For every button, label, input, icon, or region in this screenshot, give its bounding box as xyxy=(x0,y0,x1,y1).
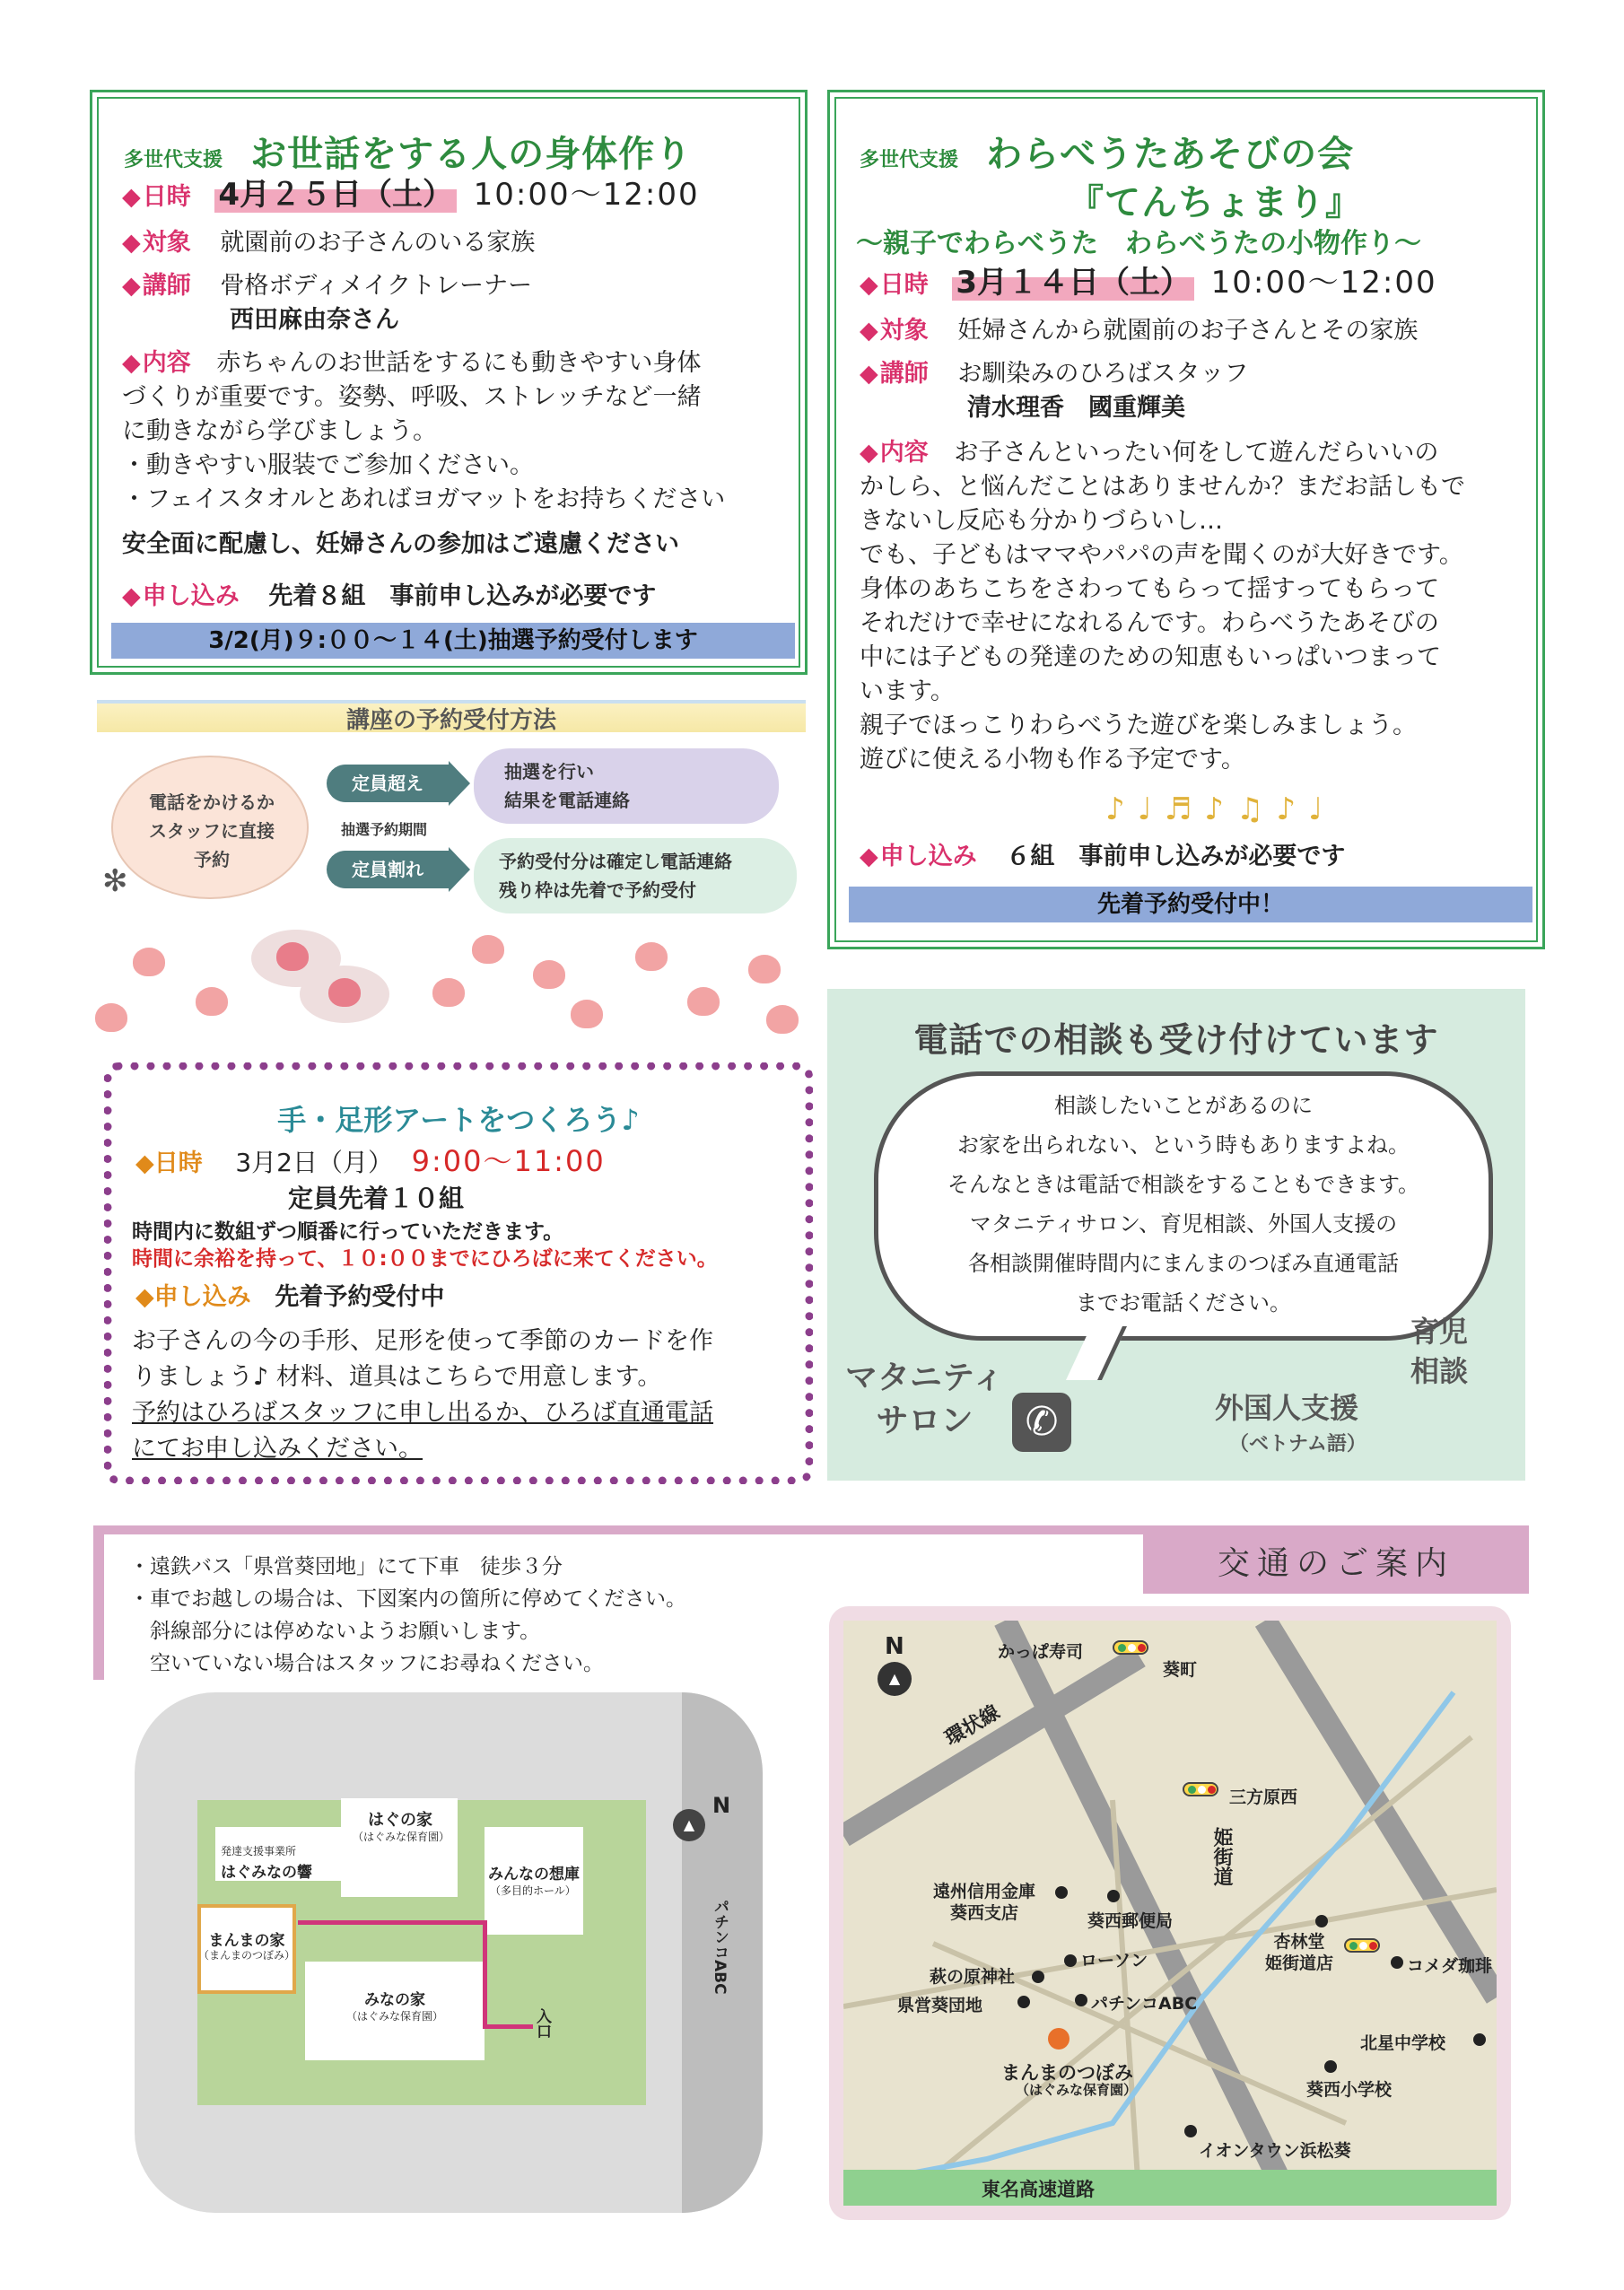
label-foreign-support: 外国人支援 xyxy=(1215,1391,1359,1425)
event2-target-row: ◆ 対象 妊婦さんから就園前のお子さんとその家族 xyxy=(860,314,1418,348)
minano-house: みなの家 xyxy=(364,1991,425,2009)
pachinko-label: パチンコABC xyxy=(711,1899,729,1995)
north-arrow-icon: ▲ xyxy=(673,1809,705,1841)
area-map-frame xyxy=(829,1606,1511,2220)
flower-icon: ✻ xyxy=(102,863,128,899)
hagu-house: はぐの家 xyxy=(368,1811,432,1830)
access-text: ・遠鉄バス「県営葵団地」にて下車 徒歩３分 ・車でお越しの場合は、下図案内の箇所に停めてください。 斜線部分には停めないようお願いします。 空いていない場合はスタッフにお尋ねください。 xyxy=(129,1555,686,1675)
event1-tag: 多世代支援 xyxy=(124,149,223,171)
flower-petal xyxy=(472,935,504,964)
aoi-label: 葵町 xyxy=(1163,1660,1198,1680)
map-dot xyxy=(1064,1954,1077,1967)
north-label: N xyxy=(885,1633,904,1660)
event3-description: お子さんの今の手形、足形を使って季節のカードを作 りましょう♪ 材料、道具はこちらで用意します。 予約はひろばスタッフに申し出るか、ひろば直通電話 にてお申し込みください。 xyxy=(132,1327,713,1463)
shinkin-label: 遠州信用金庫 葵西支店 xyxy=(933,1882,1036,1923)
traffic-signal-icon xyxy=(1113,1640,1148,1655)
event2-title2: 『てんちょまり』 xyxy=(1068,182,1362,223)
kyorindo-label: 杏林堂 姫街道店 xyxy=(1265,1932,1334,1973)
aeon-label: イオンタウン浜松葵 xyxy=(1199,2141,1351,2161)
reservation-circle: 電話をかけるか スタッフに直接 予約 xyxy=(111,756,309,899)
event3-capacity: 定員先着１０組 xyxy=(288,1184,465,1213)
event2-title: わらべうたあそびの会 xyxy=(986,134,1355,175)
map-dot xyxy=(1315,1915,1328,1927)
map-dot xyxy=(1107,1890,1120,1902)
map-dot xyxy=(1017,1996,1030,2008)
office: はぐみなの響 xyxy=(221,1864,312,1882)
event2-time: 10:00～12:00 xyxy=(1210,265,1437,301)
mikatahara-label: 三方原西 xyxy=(1229,1787,1298,1807)
event1-safety-note: 安全面に配慮し、妊婦さんの参加はご遠慮ください xyxy=(122,530,679,558)
flower-petal xyxy=(766,1005,799,1034)
north-arrow-icon: ▲ xyxy=(877,1662,912,1696)
map-dot xyxy=(1184,2125,1197,2137)
event1-title: お世話をする人の身体作り xyxy=(250,134,693,175)
event3-note1: 時間内に数組ずつ順番に行っていただきます。 xyxy=(132,1220,564,1244)
event1-date: 4月２５日（土） xyxy=(214,177,457,213)
kenei-label: 県営葵団地 xyxy=(897,1996,983,2015)
label-maternity-salon: マタニティ サロン xyxy=(845,1359,1005,1439)
manma-house-sub: （まんまのつぼみ） xyxy=(197,1949,295,1962)
event2-lecturer-row: ◆ 講師 お馴染みのひろばスタッフ xyxy=(860,357,1248,391)
post-label: 葵西郵便局 xyxy=(1087,1911,1174,1931)
lawson-label: ローソン xyxy=(1080,1951,1148,1971)
event1-lecturer-name: 西田麻由奈さん xyxy=(230,306,399,334)
map-dot xyxy=(1391,1956,1403,1969)
event2-date: 3月１４日（土） xyxy=(952,265,1194,301)
reservation-period: 抽選予約期間 xyxy=(341,821,428,838)
arrow-under-capacity: 定員割れ xyxy=(327,851,449,888)
event2-content: ◆ 内容 お子さんといったい何をして遊んだらいいの かしら、と悩んだことはありませんか？まだお話しもで きないし反応も分かりづらいし… でも、子どもはママやパパの声を聞くのが大好きです。 身体のあちこちをさわってもらって揺すってもらって それだけで幸せになれるんです。わらべうたあそびの 中には子どもの発達のための知恵もいっぱいつまって います。 親子でほっこりわらべうた遊びを楽しみましょう。 遊びに使える小物も作る予定です。 xyxy=(860,436,1465,777)
event1-lecturer-row: ◆ 講師 骨格ボディメイクトレーナー xyxy=(122,269,532,303)
reservation-method xyxy=(97,700,806,1041)
himekaido-label: 姫街道 xyxy=(1210,1827,1233,1886)
map-dot xyxy=(1473,2033,1486,2046)
kappa-label: かっぱ寿司 xyxy=(998,1642,1084,1662)
reservation-title: 講座の予約受付方法 xyxy=(345,707,556,734)
event2-apply-row: ◆ 申し込み ６組 事前申し込みが必要です xyxy=(860,840,1345,874)
soko: みんなの想庫 xyxy=(488,1866,580,1884)
event2-lecturer-name: 清水理香 國重輝美 xyxy=(967,394,1185,422)
label-foreign-sub: （ベトナム語） xyxy=(1229,1433,1366,1455)
result-under-pill: 予約受付分は確定し電話連絡 残り枠は先着で予約受付 xyxy=(474,838,797,913)
map-dot xyxy=(1075,1994,1087,2006)
manma-house: まんまの家 xyxy=(208,1932,285,1950)
flower-petal xyxy=(432,978,465,1007)
event3-date-row: ◆日時 3月2日（月） 9:00～11:00 xyxy=(135,1144,606,1178)
event3-card xyxy=(104,1062,813,1484)
flower-petal xyxy=(276,942,309,971)
event3-title: 手・足形アートをつくろう♪ xyxy=(277,1103,640,1137)
phone-icon: ✆ xyxy=(1012,1393,1071,1452)
area-map xyxy=(843,1621,1497,2206)
arrow-over-capacity: 定員超え xyxy=(327,765,449,802)
hokusei-label: 北星中学校 xyxy=(1360,2033,1446,2053)
event2-date-row: ◆ 日時 3月１４日（土） 10:00～12:00 xyxy=(860,266,1437,302)
map-dot xyxy=(1324,2060,1337,2073)
traffic-signal-icon xyxy=(1344,1938,1380,1953)
music-notes-decoration: ♪♩♬♪♫♪♩ xyxy=(1105,791,1336,827)
minano-house-sub: （はぐみな保育園） xyxy=(345,2010,443,2023)
flower-petal xyxy=(196,987,228,1016)
event1-content: ◆ 内容 赤ちゃんのお世話をするにも動きやすい身体 づくりが重要です。姿勢、呼吸、ストレッチなど一緒 に動きながら学びましょう。 ・動きやすい服装でご参加ください。 ・フェイスタオルとあればヨガマットをお持ちください xyxy=(122,346,725,517)
hagi-label: 萩の原神社 xyxy=(930,1967,1016,1987)
map-dot xyxy=(1032,1971,1044,1983)
flower-petal xyxy=(533,960,565,989)
komeda-label: コメダ珈琲 xyxy=(1407,1956,1493,1976)
event1-card xyxy=(90,90,808,675)
entrance-label: 入口 xyxy=(533,2008,551,2039)
aoinishi-sho-label: 葵西小学校 xyxy=(1306,2080,1393,2100)
kanjo-label: 環状線 xyxy=(941,1700,1004,1751)
event2-banner: 先着予約受付中！ xyxy=(849,887,1532,922)
access-title: 交通のご案内 xyxy=(1217,1545,1454,1582)
event2-tag: 多世代支援 xyxy=(860,149,959,171)
consultation-panel xyxy=(827,989,1525,1481)
consultation-title: 電話での相談も受け付けています xyxy=(913,1020,1439,1060)
soko-sub: （多目的ホール） xyxy=(490,1884,576,1897)
event1-target-row: ◆ 対象 就園前のお子さんのいる家族 xyxy=(122,226,535,260)
flower-petal xyxy=(95,1003,127,1032)
office-sub: 発達支援事業所 xyxy=(221,1845,297,1857)
event3-apply-row: ◆申し込み 先着予約受付中 xyxy=(135,1283,445,1311)
manma-map-sub: （はぐみな保育園） xyxy=(1016,2082,1138,2098)
pachinko-map-label: パチンコABC xyxy=(1091,1994,1198,2014)
traffic-signal-icon xyxy=(1183,1782,1218,1796)
result-over-pill: 抽選を行い 結果を電話連絡 xyxy=(474,748,779,824)
flower-petal xyxy=(328,978,361,1007)
event1-apply-row: ◆ 申し込み 先着８組 事前申し込みが必要です xyxy=(122,580,656,614)
event1-time: 10:00～12:00 xyxy=(473,177,700,213)
event2-card xyxy=(827,90,1545,949)
tomei-label: 東名高速道路 xyxy=(982,2179,1095,2200)
manma-location-icon xyxy=(1048,2028,1070,2050)
flower-petal xyxy=(687,987,720,1016)
map-dot xyxy=(1055,1886,1068,1899)
event1-date-row: ◆ 日時 4月２５日（土） 10:00～12:00 xyxy=(122,178,700,214)
hagu-house-sub: （はぐみな保育園） xyxy=(352,1831,450,1843)
flower-petal xyxy=(635,942,668,971)
manma-map-label: まんまのつぼみ xyxy=(1001,2062,1133,2084)
event3-note2: 時間に余裕を持って、１０:００までにひろばに来てください。 xyxy=(132,1247,718,1271)
consultation-text: 相談したいことがあるのに お家を出られない、という時もありますよね。 そんなときは電話で相談をすることもできます。 マタニティサロン、育児相談、外国人支援の 各相談開催時間内にまんまのつぼみ直通電話 までお電話ください。 xyxy=(947,1093,1420,1315)
flower-petal xyxy=(748,955,781,983)
label-childcare-consult: 育児 相談 xyxy=(1410,1315,1469,1388)
flower-petal xyxy=(133,948,165,976)
event2-subtitle: ～親子でわらべうた わらべうたの小物作り～ xyxy=(856,228,1421,259)
flower-petal xyxy=(571,1000,603,1028)
north-label: N xyxy=(712,1793,731,1818)
site-map xyxy=(135,1692,763,2213)
event1-banner: 3/2(月)９:００～１４(土)抽選予約受付します xyxy=(111,623,795,659)
